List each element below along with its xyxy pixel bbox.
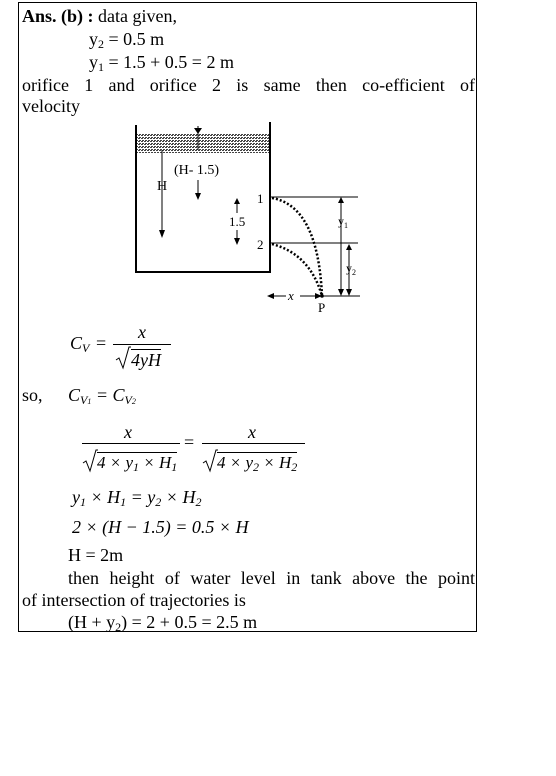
label-y2: $y_2$ [346,261,356,277]
left-numerator: x [124,422,132,442]
given-y2: $y_2 = 0.5$ m [89,29,165,51]
label-h15: (H- 1.5) [174,163,220,178]
result-h: H = 2m [68,545,124,565]
label-x: x [288,288,294,303]
right-numerator: x [248,422,256,442]
right-fraction-bar [202,443,305,444]
label-1-5: 1.5 [229,214,246,229]
label-p: P [318,300,326,315]
paragraph-line-1: orifice 1 and orifice 2 is same then co-efficient of [22,75,475,95]
sqrt-icon [115,346,131,370]
answer-label: Ans. (b) : [22,6,94,26]
cv-denominator: 4yH [131,350,161,370]
eq-y1h1-y2h2: $y_1 \times H_1 = y_2 \times H_2$ [72,487,202,509]
right-denominator: $4 \times y_2 \times H_2$ [217,453,298,474]
label-orifice-1: 1 [257,191,264,206]
final-answer: $(H + y_2) = 2 + 0.5 = 2.5$ m [68,612,258,634]
so-label: so, [22,385,43,405]
water-surface [137,134,269,153]
eq-line-3: 2 × (H − 1.5) = 0.5 × H [72,517,249,537]
sqrt-icon [82,449,98,473]
left-denominator: $4 \times y_1 \times H_1$ [97,453,178,474]
y2-arrow-down-icon [346,289,352,296]
label-h: H [157,179,168,194]
paragraph-line-2: velocity [22,96,80,116]
answer-intro: data given, [98,6,177,26]
cv1-equals-cv2: $C_{V1} = C_{V2}$ [68,385,136,407]
h15-arrow-head-icon [195,193,201,200]
water-level-arrow-icon [194,128,202,134]
cv-lhs: $C_V$ [70,333,90,355]
conclusion-line-1: then height of water level in tank above the point [68,568,475,588]
sqrt-icon [202,449,218,473]
label-y1: $y_1$ [338,214,348,230]
label-orifice-2: 2 [257,237,264,252]
arrow-down-icon [234,238,240,245]
left-fraction-bar [82,443,180,444]
conclusion-line-2: of intersection of trajectories is [22,590,246,610]
point-p-marker [320,294,324,298]
ratio-equals: = [184,432,195,452]
y1-arrow-down-icon [338,289,344,296]
cv-fraction-bar [113,344,171,345]
given-y1: $y_1 = 1.5 + 0.5 = 2$ m [89,52,234,74]
h-arrow-head-icon [159,230,165,238]
trajectory-2 [272,244,322,296]
cv-equals: = [96,333,107,353]
cv-numerator: x [138,322,146,342]
trajectory-1 [272,198,322,296]
